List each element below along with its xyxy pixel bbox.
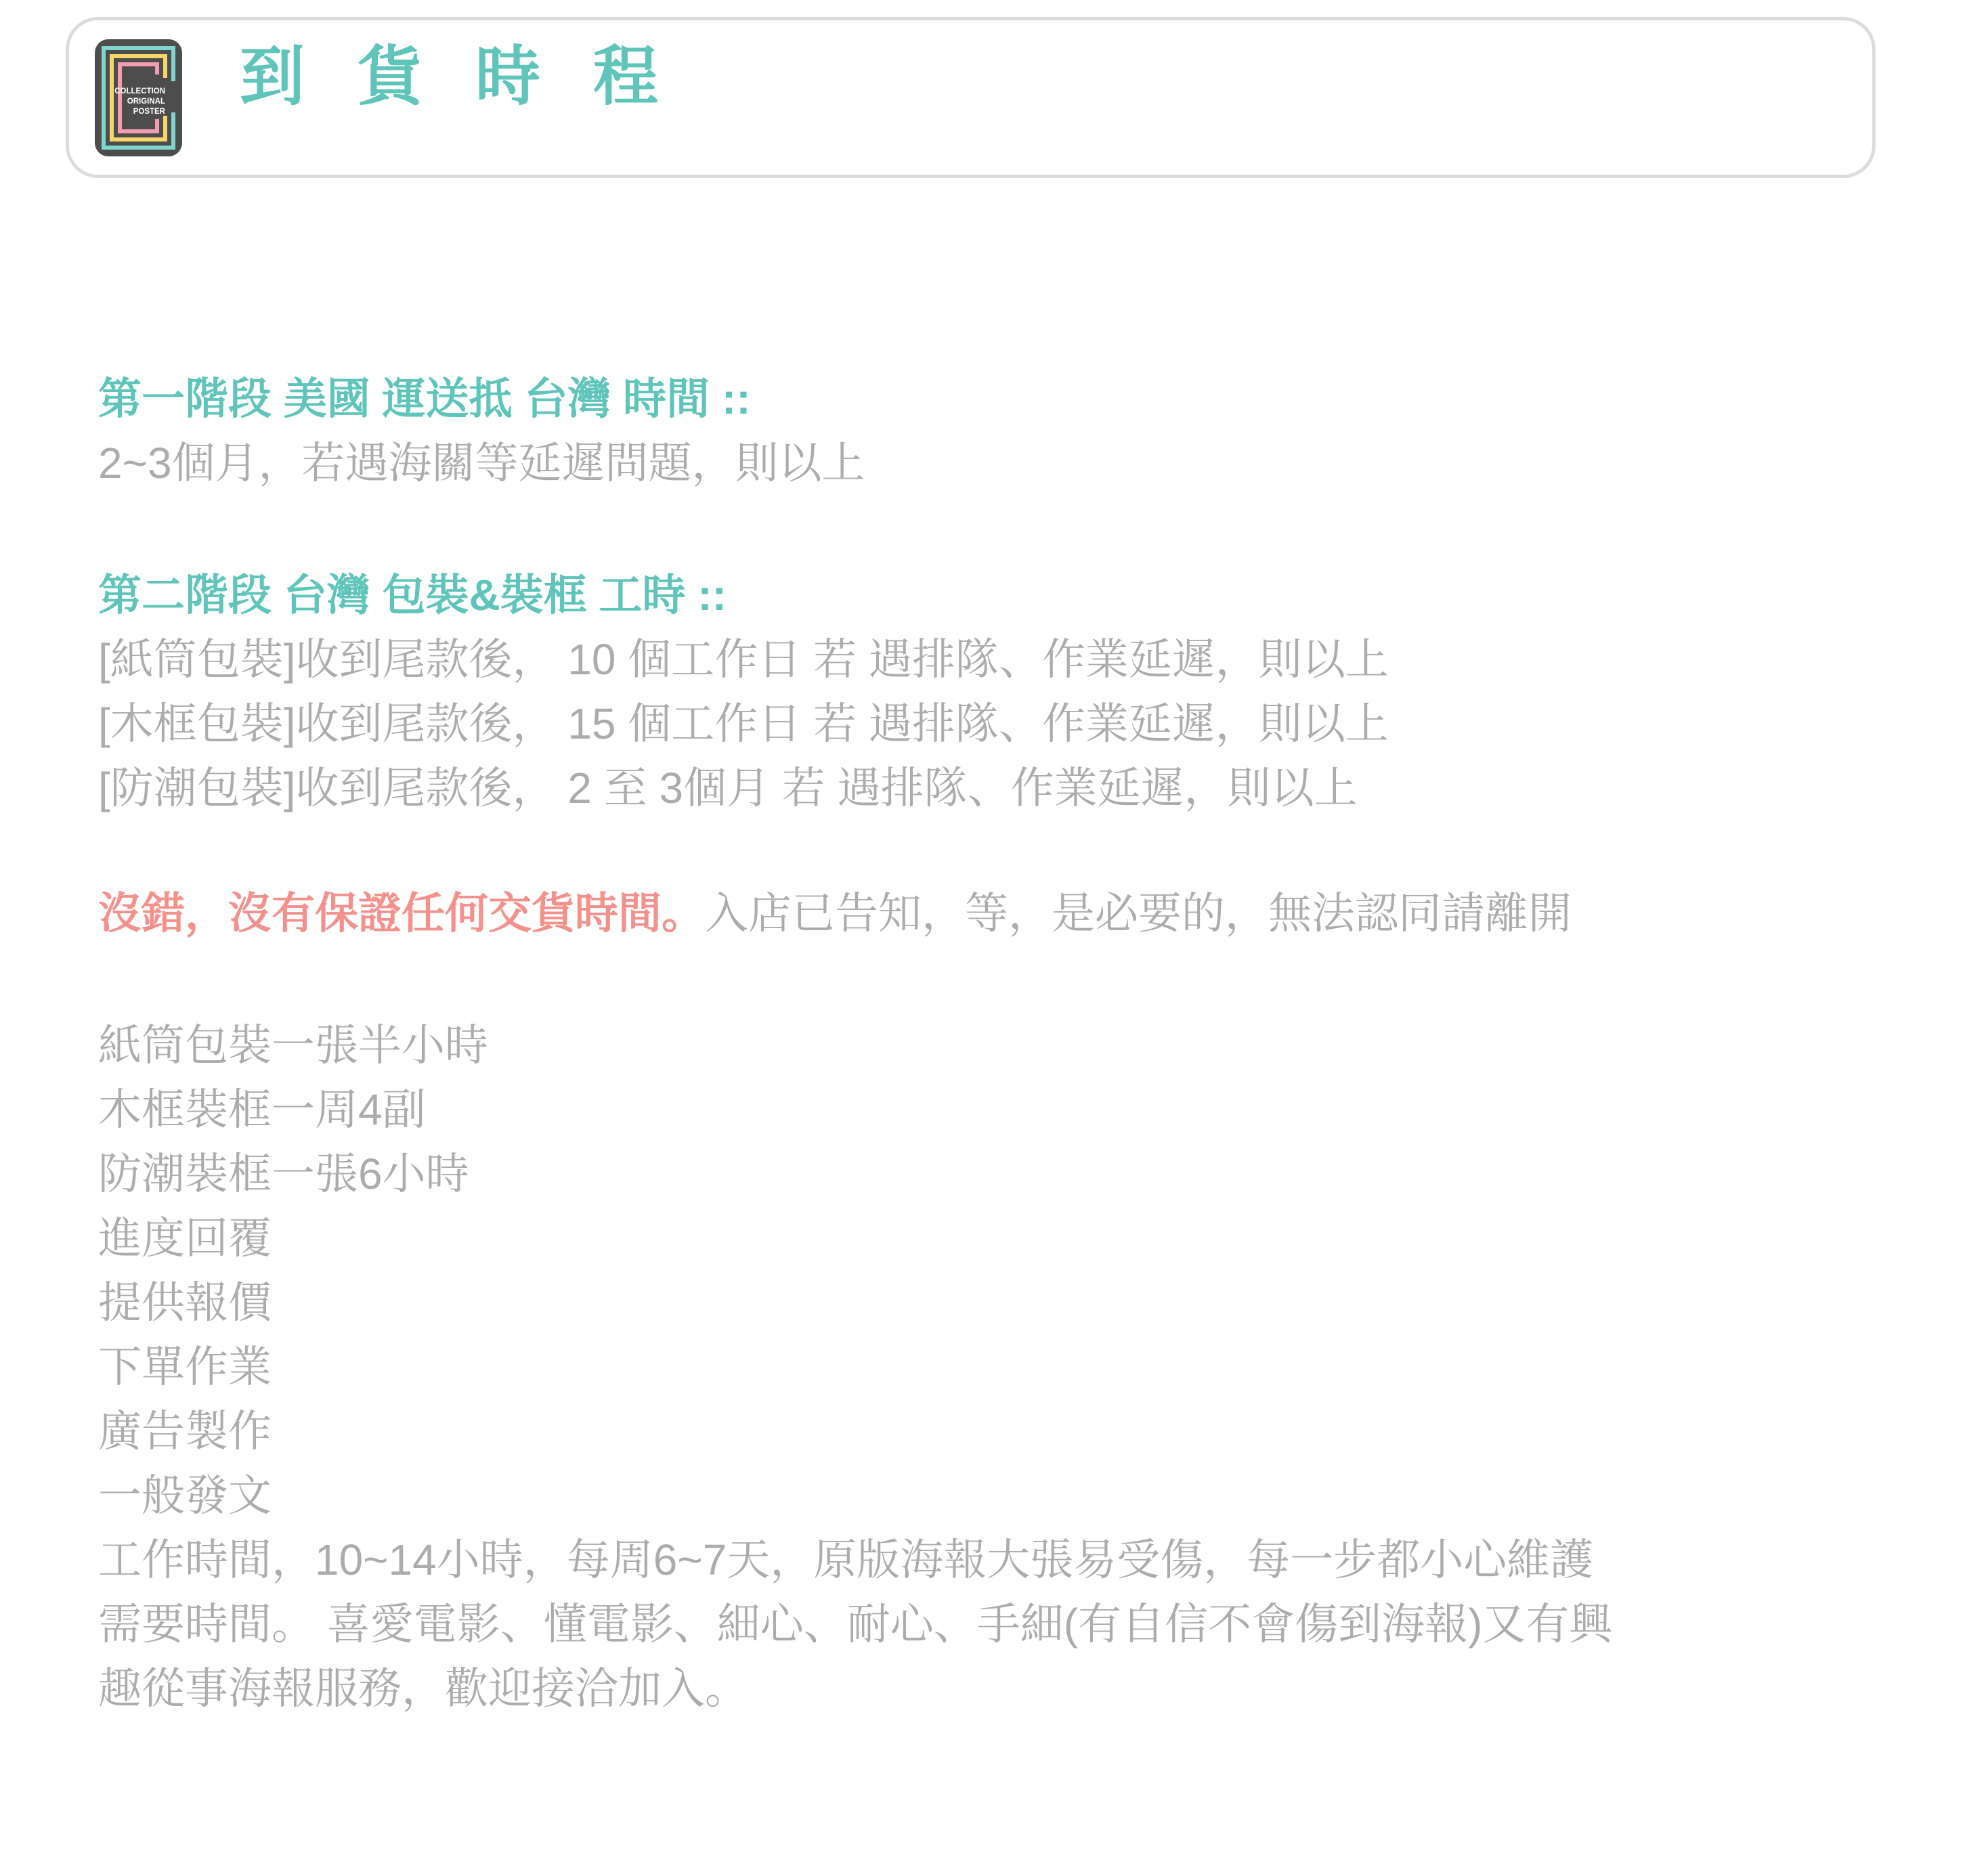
logo-text-poster: POSTER — [133, 107, 165, 116]
stage2-line-moistureproof: [防潮包裝]收到尾款後， 2 至 3個月 若 遇排隊、作業延遲，則以上 — [98, 764, 1358, 812]
stage2-line-paper-tube: [紙筒包裝]收到尾款後， 10 個工作日 若 遇排隊、作業延遲，則以上 — [98, 635, 1389, 684]
stage2-line-wood-frame: [木框包裝]收到尾款後， 15 個工作日 若 遇排隊、作業延遲，則以上 — [98, 699, 1389, 748]
closing-line: 需要時間。 喜愛電影、懂電影、細心、耐心、手細(有自信不會傷到海報)又有興 — [98, 1600, 1613, 1649]
section-gap — [98, 496, 1967, 563]
content — [98, 367, 1967, 1721]
worklist-item: 一般發文 — [98, 1471, 272, 1520]
section-gap — [98, 821, 1967, 881]
notice-highlight: 沒錯，沒有保證任何交貨時間。 — [98, 889, 705, 938]
worklist-item: 紙筒包裝一張半小時 — [98, 1021, 488, 1070]
worklist-item: 進度回覆 — [98, 1214, 272, 1263]
stage1-line: 2~3個月，若遇海關等延遲問題，則以上 — [98, 439, 865, 487]
collection-original-poster-logo — [95, 39, 182, 156]
worklist-item: 提供報價 — [98, 1278, 272, 1327]
closing-line: 工作時間，10~14小時，每周6~7天，原版海報大張易受傷，每一步都小心維護 — [98, 1535, 1594, 1584]
stage2-heading: 第二階段 台灣 包裝&裝框 工時 :: — [98, 571, 727, 619]
page-title: 到貨時程 — [240, 41, 711, 113]
worklist-item: 廣告製作 — [98, 1407, 272, 1456]
closing-line: 趣從事海報服務，歡迎接洽加入。 — [98, 1664, 748, 1713]
logo-text-original: ORIGINAL — [127, 97, 165, 106]
worklist-item: 下單作業 — [98, 1343, 272, 1391]
poster-frame-logo-icon — [95, 39, 182, 156]
notice-line — [98, 881, 1967, 946]
worklist-item: 防潮裝框一張6小時 — [98, 1150, 469, 1198]
logo-text-collection: COLLECTION — [114, 87, 165, 95]
stage1-heading: 第一階段 美國 運送抵 台灣 時間 :: — [98, 374, 751, 423]
notice-rest: 入店已告知，等，是必要的，無法認同請離開 — [705, 889, 1572, 938]
section-gap — [98, 946, 1967, 1013]
header-card — [66, 17, 1876, 178]
worklist-item: 木框裝框一周4副 — [98, 1085, 426, 1134]
